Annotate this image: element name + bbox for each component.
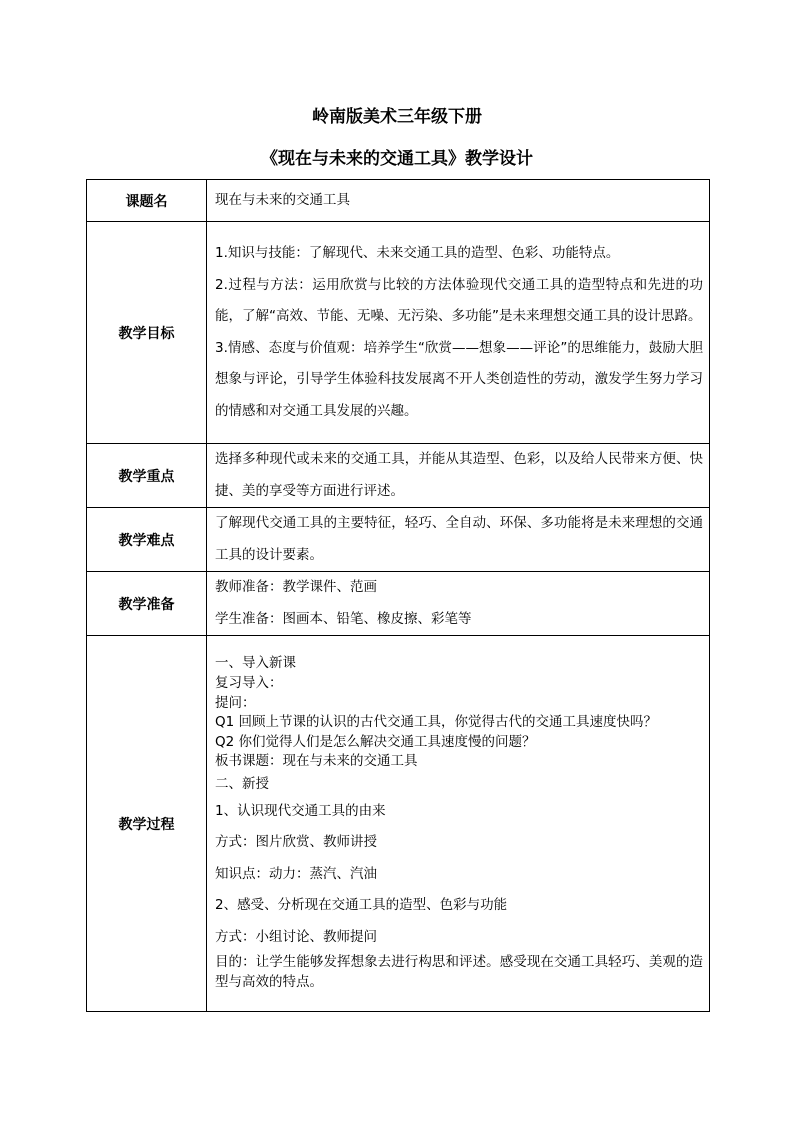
process-line-13: 目的：让学生能够发挥想象去进行构思和评述。感受现在交通工具轻巧、美观的造型与高效的特点。 bbox=[215, 954, 703, 991]
row-label-objectives: 教学目标 bbox=[87, 222, 207, 444]
objective-item-1: 1.知识与技能：了解现代、未来交通工具的造型、色彩、功能特点。 bbox=[215, 245, 620, 261]
process-line-10: 知识点：动力：蒸汽、汽油 bbox=[215, 865, 377, 882]
row-label-difficulties: 教学难点 bbox=[87, 508, 207, 572]
table-row-preparation bbox=[87, 572, 710, 636]
topic-text: 现在与未来的交通工具 bbox=[215, 191, 350, 208]
row-label-process: 教学过程 bbox=[87, 636, 207, 1012]
table-row-process bbox=[87, 636, 710, 1012]
document-subtitle: 《现在与未来的交通工具》教学设计 bbox=[261, 149, 533, 169]
process-line-7: 二、新授 bbox=[215, 775, 269, 792]
objective-item-2: 2.过程与方法：运用欣赏与比较的方法体验现代交通工具的造型特点和先进的功能，了解“高效、节能、无噪、无污染、多功能”是未来理想交通工具的设计思路。 bbox=[215, 276, 703, 324]
row-content-key-points bbox=[207, 444, 710, 508]
document-title: 岭南版美术三年级下册 bbox=[312, 107, 482, 127]
table-row-difficulties bbox=[87, 508, 710, 572]
row-label-topic: 课题名 bbox=[87, 180, 207, 222]
preparation-teacher: 教师准备：教学课件、范画 bbox=[215, 579, 377, 595]
row-content-objectives bbox=[207, 222, 710, 444]
difficulties-text: 了解现代交通工具的主要特征，轻巧、全自动、环保、多功能将是未来理想的交通工具的设计要素。 bbox=[215, 515, 703, 563]
row-label-key-points: 教学重点 bbox=[87, 444, 207, 508]
table-row-key-points bbox=[87, 444, 710, 508]
process-line-6: 板书课题：现在与未来的交通工具 bbox=[215, 753, 418, 770]
row-content-process bbox=[207, 636, 710, 1012]
preparation-student: 学生准备：图画本、铅笔、橡皮擦、彩笔等 bbox=[215, 610, 472, 627]
process-line-5: Q2 你们觉得人们是怎么解决交通工具速度慢的问题？ bbox=[215, 733, 536, 750]
row-label-preparation: 教学准备 bbox=[87, 572, 207, 636]
process-line-3: 提问： bbox=[215, 694, 256, 711]
process-line-2: 复习导入： bbox=[215, 674, 283, 691]
row-content-topic bbox=[207, 180, 710, 222]
objective-item-3: 3.情感、态度与价值观：培养学生“欣赏——想象——评论”的思维能力，鼓励大胆想象与评论，引导学生体验科技发展离不开人类创造性的劳动，激发学生努力学习的情感和对交通工具发展的兴趣。 bbox=[215, 339, 703, 419]
process-line-11: 2、感受、分析现在交通工具的造型、色彩与功能 bbox=[215, 897, 508, 914]
lesson-plan-table bbox=[86, 179, 710, 1012]
table-row-topic bbox=[87, 180, 710, 222]
process-line-8: 1、认识现代交通工具的由来 bbox=[215, 802, 386, 819]
process-line-4: Q1 回顾上节课的认识的古代交通工具，你觉得古代的交通工具速度快吗？ bbox=[215, 714, 658, 731]
process-line-12: 方式：小组讨论、教师提问 bbox=[215, 928, 377, 945]
key-points-text: 选择多种现代或未来的交通工具，并能从其造型、色彩，以及给人民带来方便、快捷、美的享受等方面进行评述。 bbox=[215, 451, 703, 499]
row-content-difficulties bbox=[207, 508, 710, 572]
process-line-1: 一、导入新课 bbox=[215, 655, 296, 672]
table-row-objectives bbox=[87, 222, 710, 444]
process-line-9: 方式：图片欣赏、教师讲授 bbox=[215, 834, 377, 851]
row-content-preparation bbox=[207, 572, 710, 636]
